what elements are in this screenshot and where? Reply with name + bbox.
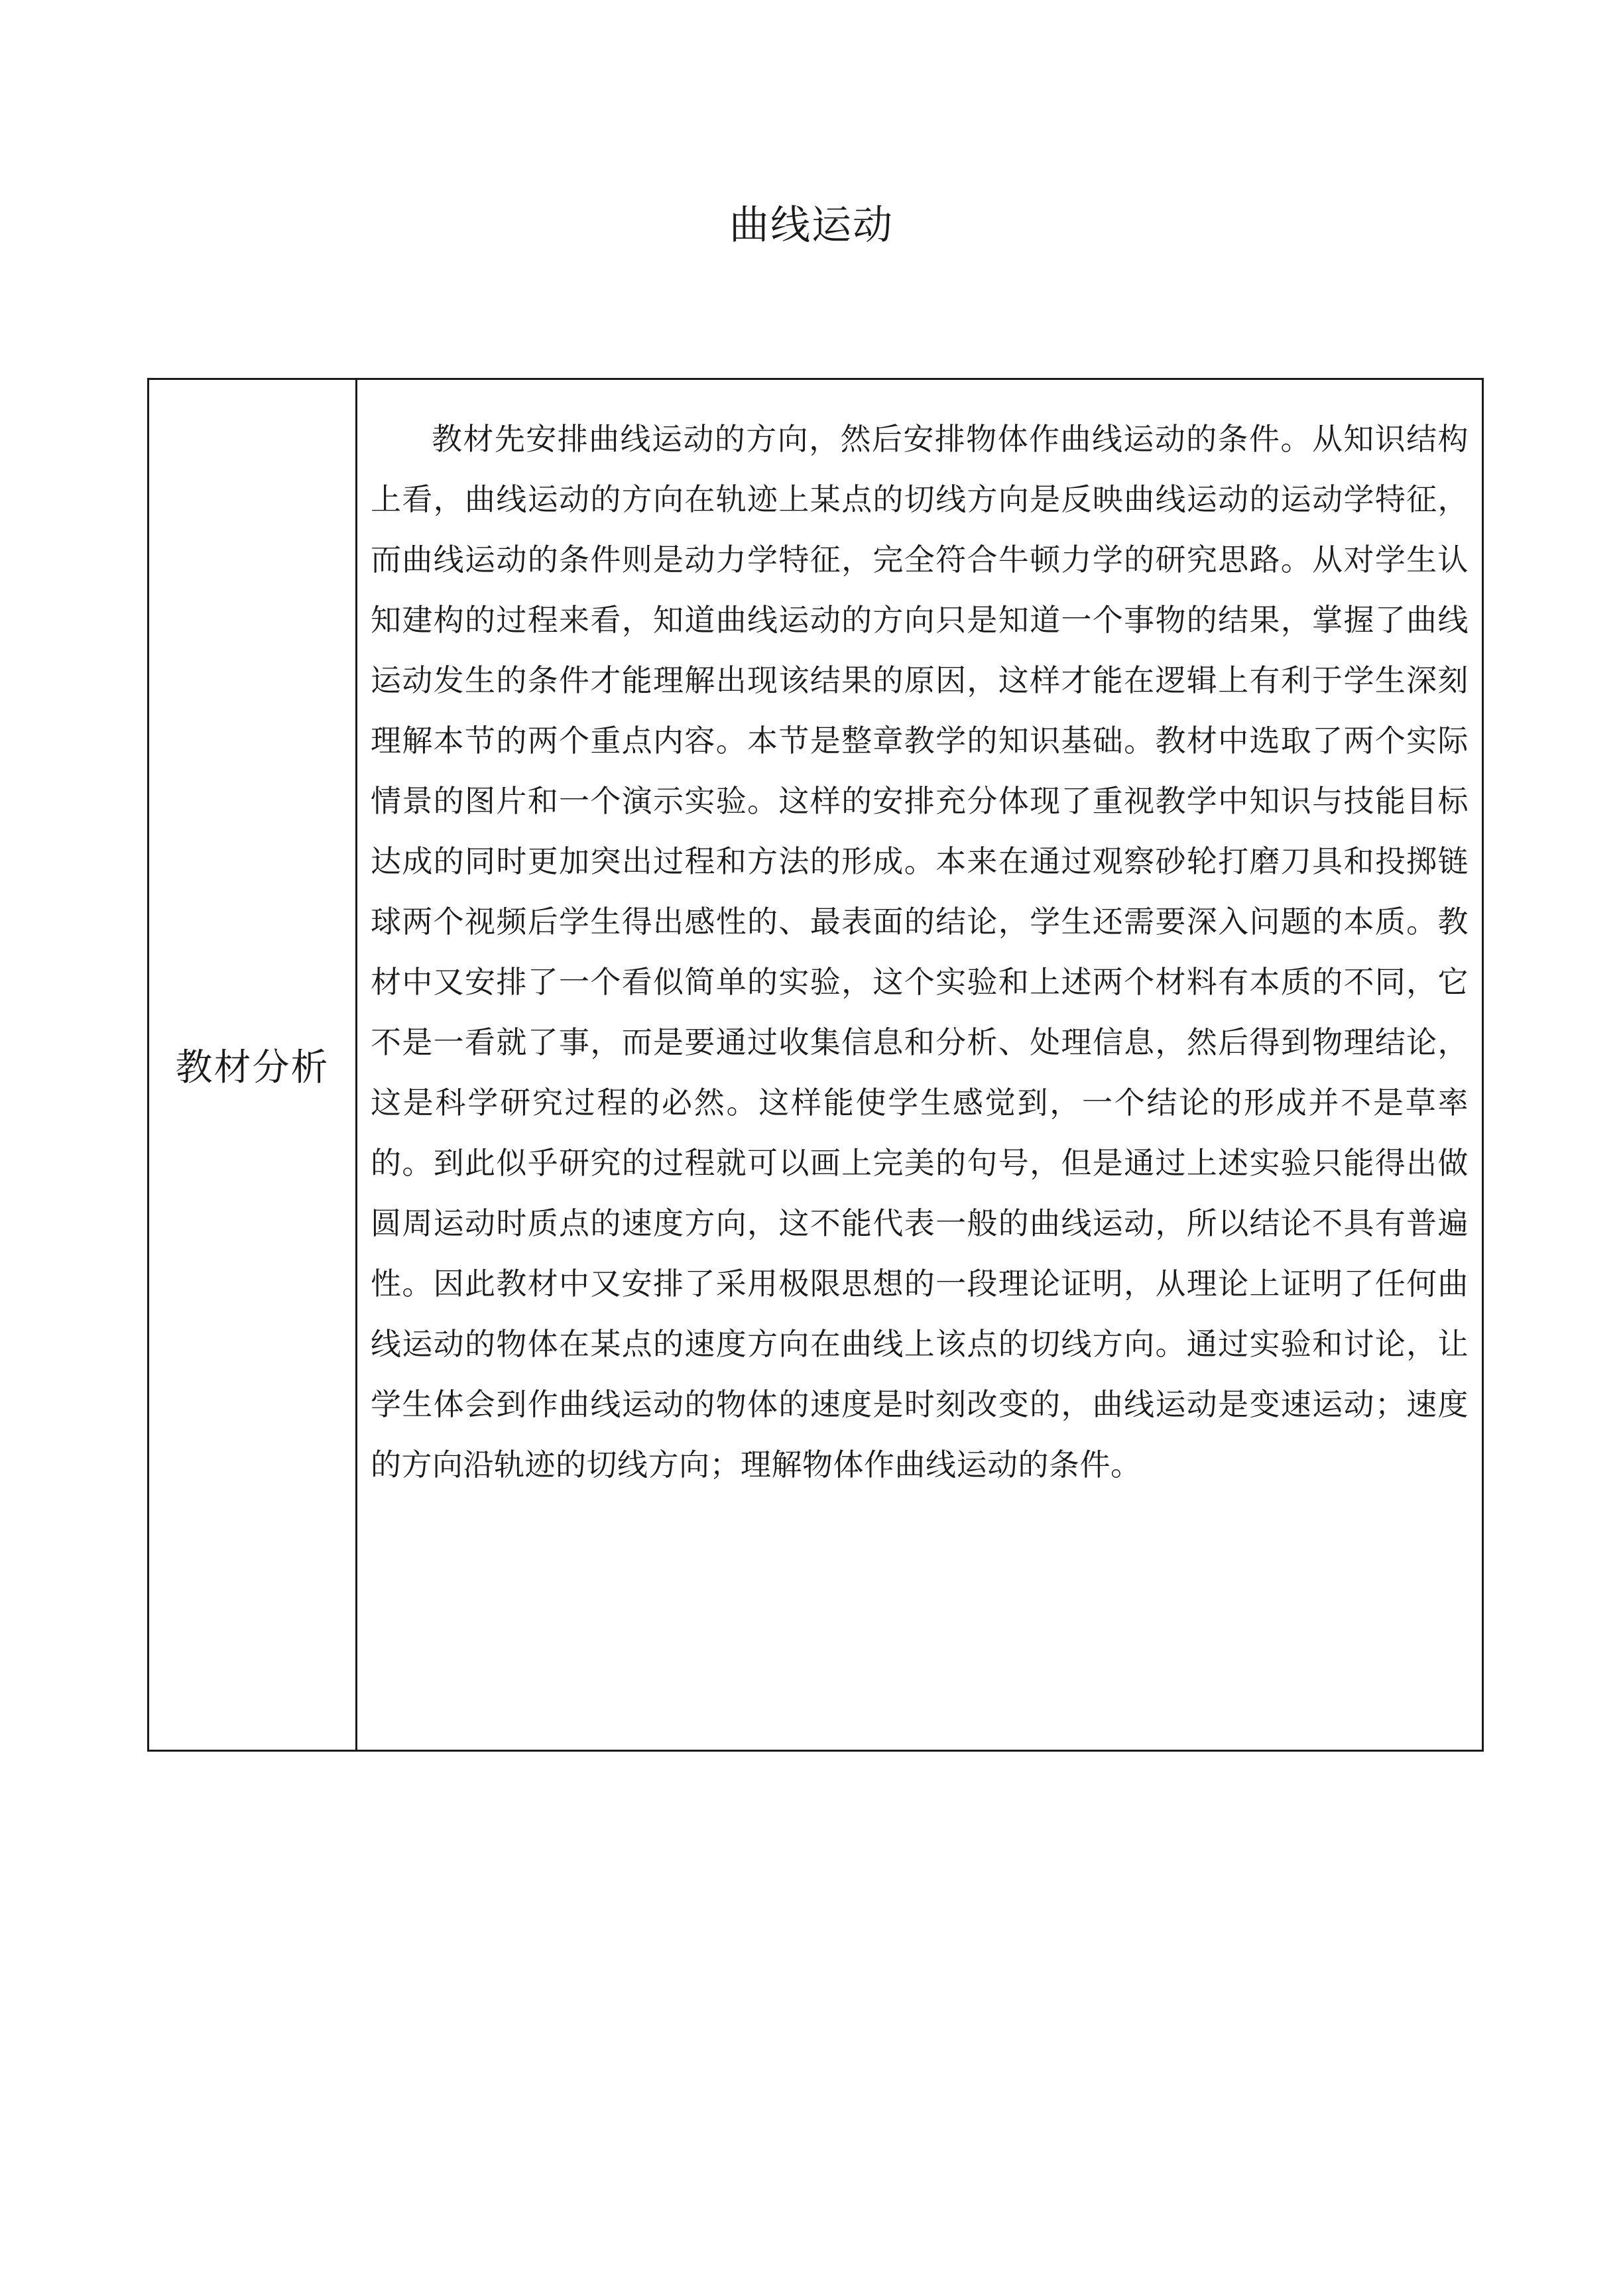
document-title: 曲线运动 (729, 202, 894, 249)
row-label: 教材分析 (175, 1046, 330, 1089)
analysis-table (147, 378, 1484, 1752)
label-cell (149, 380, 357, 1750)
analysis-paragraph: 教材先安排曲线运动的方向，然后安排物体作曲线运动的条件。从知识结构上看，曲线运动的方向在轨迹上某点的切线方向是反映曲线运动的运动学特征，而曲线运动的条件则是动力学特征，完全符合牛顿力学的研究思路。从对学生认知建构的过程来看，知道曲线运动的方向只是知道一个事物的结果，掌握了曲线运动发生的条件才能理解出现该结果的原因，这样才能在逻辑上有利于学生深刻理解本节的两个重点内容。本节是整章教学的知识基础。教材中选取了两个实际情景的图片和一个演示实验。这样的安排充分体现了重视教学中知识与技能目标达成的同时更加突出过程和方法的形成。本来在通过观察砂轮打磨刀具和投掷链球两个视频后学生得出感性的、最表面的结论，学生还需要深入问题的本质。教材中又安排了一个看似简单的实验，这个实验和上述两个材料有本质的不同，它不是一看就了事，而是要通过收集信息和分析、处理信息，然后得到物理结论，这是科学研究过程的必然。这样能使学生感觉到，一个结论的形成并不是草率的。到此似乎研究的过程就可以画上完美的句号，但是通过上述实验只能得出做圆周运动时质点的速度方向，这不能代表一般的曲线运动，所以结论不具有普遍性。因此教材中又安排了采用极限思想的一段理论证明，从理论上证明了任何曲线运动的物体在某点的速度方向在曲线上该点的切线方向。通过实验和讨论，让学生体会到作曲线运动的物体的速度是时刻改变的，曲线运动是变速运动；速度的方向沿轨迹的切线方向；理解物体作曲线运动的条件。 (371, 421, 1469, 1482)
content-cell (357, 380, 1482, 1750)
